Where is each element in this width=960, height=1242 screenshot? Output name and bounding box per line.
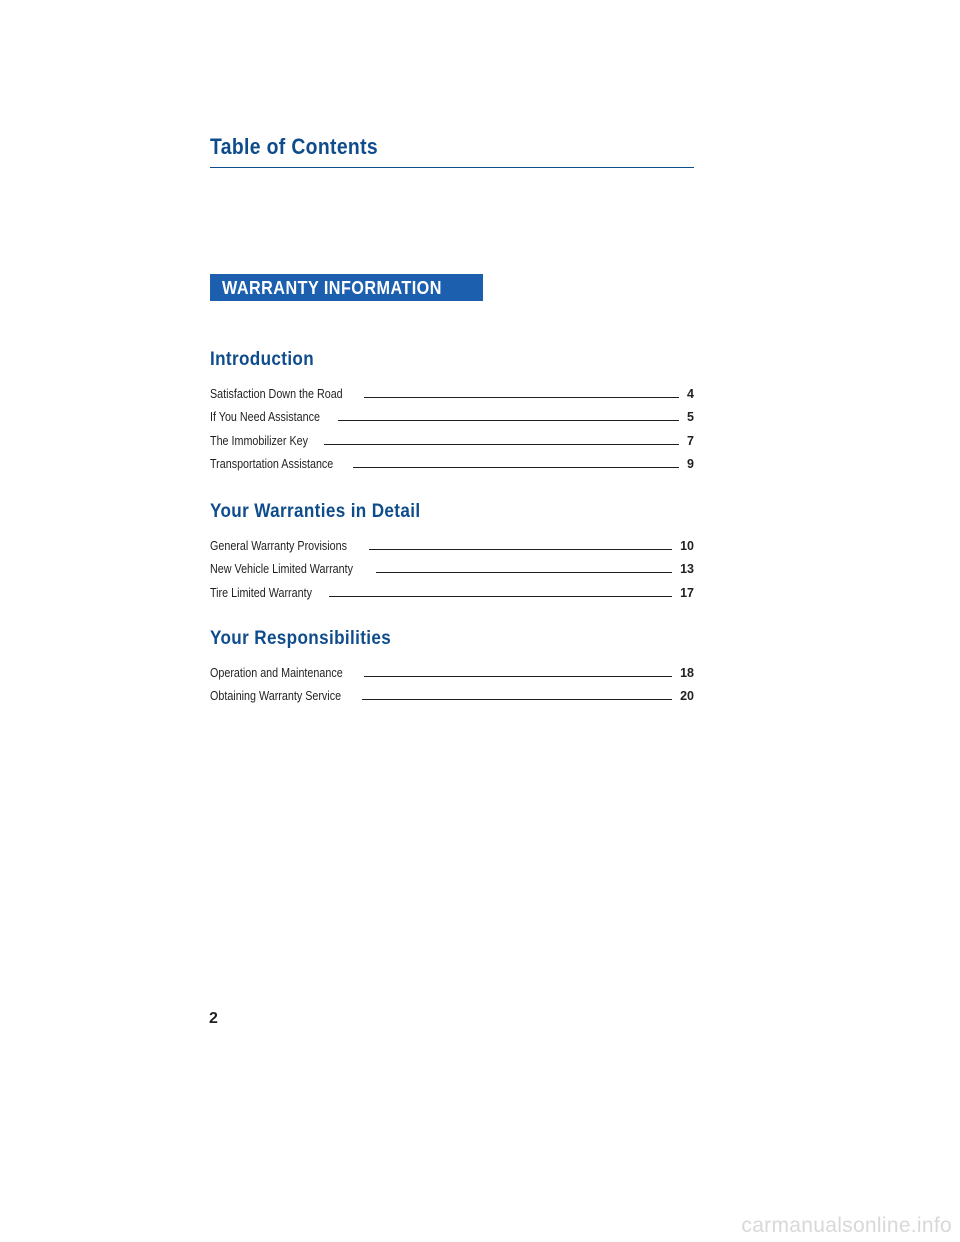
toc-leader-line bbox=[324, 444, 679, 445]
toc-row[interactable] bbox=[210, 424, 694, 448]
toc-entry-page: 5 bbox=[687, 410, 694, 424]
toc-entry-label: New Vehicle Limited Warranty bbox=[210, 562, 354, 576]
toc-row[interactable] bbox=[210, 529, 694, 553]
section-banner bbox=[210, 274, 483, 301]
page-title: Table of Contents bbox=[210, 134, 379, 159]
toc-leader-line bbox=[364, 397, 679, 398]
toc-row[interactable] bbox=[210, 680, 694, 704]
toc-leader-line bbox=[376, 572, 672, 573]
toc-leader-line bbox=[369, 549, 672, 550]
toc-entry-label: Tire Limited Warranty bbox=[210, 585, 312, 600]
toc-entry-page: 9 bbox=[687, 457, 694, 471]
watermark: carmanualsonline.info bbox=[741, 1214, 952, 1237]
toc-row[interactable] bbox=[210, 553, 694, 577]
toc-entry-page: 17 bbox=[680, 585, 694, 600]
page-number: 2 bbox=[209, 1010, 218, 1027]
toc-section-responsibilities bbox=[210, 628, 694, 703]
toc-section-introduction bbox=[210, 349, 694, 471]
section-heading: Your Warranties in Detail bbox=[210, 501, 421, 522]
toc-row[interactable] bbox=[210, 656, 694, 680]
section-heading: Introduction bbox=[210, 349, 315, 370]
toc-leader-line bbox=[329, 596, 673, 597]
toc-section-warranties bbox=[210, 501, 694, 600]
toc-entry-label: If You Need Assistance bbox=[210, 410, 320, 424]
toc-entry-page: 10 bbox=[680, 538, 694, 553]
toc-leader-line bbox=[362, 699, 672, 700]
toc-row[interactable] bbox=[210, 576, 694, 600]
toc-leader-line bbox=[353, 467, 679, 468]
toc-leader-line bbox=[338, 420, 679, 421]
toc-entry-label: Obtaining Warranty Service bbox=[210, 689, 342, 703]
toc-entry-label: General Warranty Provisions bbox=[210, 538, 348, 553]
toc-entry-label: Satisfaction Down the Road bbox=[210, 386, 343, 401]
toc-entry-page: 13 bbox=[680, 562, 694, 576]
toc-entry-page: 20 bbox=[680, 689, 694, 703]
toc-entry-label: The Immobilizer Key bbox=[210, 433, 308, 448]
toc-entry-label: Operation and Maintenance bbox=[210, 665, 343, 680]
toc-entry-page: 7 bbox=[687, 433, 694, 448]
toc-entry-label: Transportation Assistance bbox=[210, 457, 334, 471]
toc-entry-page: 18 bbox=[680, 665, 694, 680]
toc-entry-page: 4 bbox=[687, 386, 694, 401]
toc-row[interactable] bbox=[210, 448, 694, 472]
title-divider bbox=[210, 167, 694, 168]
section-heading: Your Responsibilities bbox=[210, 628, 392, 649]
toc-leader-line bbox=[364, 676, 672, 677]
toc-row[interactable] bbox=[210, 401, 694, 425]
section-banner-label: WARRANTY INFORMATION bbox=[222, 278, 442, 298]
toc-row[interactable] bbox=[210, 377, 694, 401]
